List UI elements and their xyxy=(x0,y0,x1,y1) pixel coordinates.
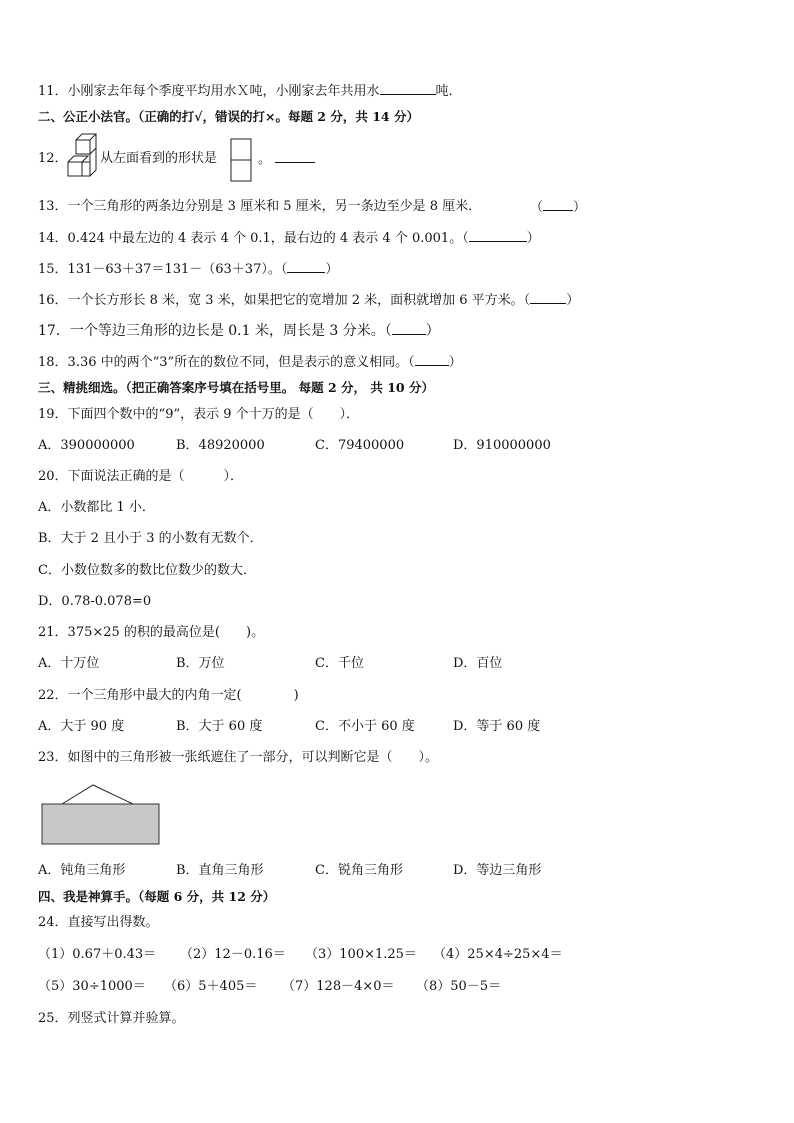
calc-item: （6）5＋405＝ xyxy=(164,979,258,994)
question-22: 22．一个三角形中最大的内角一定( ) xyxy=(38,688,299,703)
option-d[interactable]: D．百位 xyxy=(453,656,503,671)
paren-close: ） xyxy=(425,323,440,339)
answer-blank[interactable] xyxy=(415,353,449,366)
paren-close: ） xyxy=(448,355,462,370)
answer-blank[interactable] xyxy=(380,82,436,95)
question-11 xyxy=(38,82,462,101)
calc-item: （4）25×4÷25×4＝ xyxy=(433,947,563,962)
question-17 xyxy=(38,322,440,340)
question-12 xyxy=(38,150,68,168)
question-20: 20．下面说法正确的是（ ）． xyxy=(38,469,244,484)
option-c[interactable]: C．不小于 60 度 xyxy=(315,719,415,734)
calc-item: （5）30÷1000＝ xyxy=(38,979,146,994)
option-b[interactable]: B．大于 2 且小于 3 的小数有无数个． xyxy=(38,531,263,546)
question-21: 21．375×25 的积的最高位是( )。 xyxy=(38,625,265,640)
q11-text: 11．小刚家去年每个季度平均用水Ｘ吨，小刚家去年共用水 xyxy=(38,84,380,99)
answer-blank[interactable] xyxy=(392,322,426,335)
calc-item: （7）128－4×0＝ xyxy=(282,979,395,994)
calc-item: （8）50－5＝ xyxy=(416,979,502,994)
question-16 xyxy=(38,291,579,310)
question-15 xyxy=(38,260,338,279)
option-a[interactable]: A．十万位 xyxy=(38,656,100,671)
answer-blank[interactable] xyxy=(287,260,325,273)
stacked-cubes-figure xyxy=(66,132,100,184)
q14-text: 14．0.424 中最左边的 4 表示 4 个 0.1，最右边的 4 表示 4 个 0.001。（ xyxy=(38,231,469,246)
answer-blank[interactable] xyxy=(543,198,573,211)
section-4-title: 四、我是神算手。（每题 6 分，共 12 分） xyxy=(38,889,276,904)
question-23: 23．如图中的三角形被一张纸遮住了一部分，可以判断它是（ ）。 xyxy=(38,750,439,765)
q13-answer xyxy=(530,198,586,217)
q16-text: 16．一个长方形长 8 米，宽 3 米，如果把它的宽增加 2 米，面积就增加 6 平方米。（ xyxy=(38,293,531,308)
option-a[interactable]: A．小数都比 1 小． xyxy=(38,500,155,515)
option-c[interactable]: C．锐角三角形 xyxy=(315,863,403,878)
calc-item: （1）0.67＋0.43＝ xyxy=(38,947,157,962)
calc-item: （2）12－0.16＝ xyxy=(180,947,286,962)
answer-blank[interactable] xyxy=(469,229,527,242)
q12-text: 从左面看到的形状是 xyxy=(100,151,218,166)
option-a[interactable]: A．大于 90 度 xyxy=(38,719,125,734)
paren-open: （ xyxy=(530,200,544,215)
option-d[interactable]: D．0.78-0.078=0 xyxy=(38,594,152,609)
option-b[interactable]: B．大于 60 度 xyxy=(176,719,263,734)
question-25: 25．列竖式计算并验算。 xyxy=(38,1011,185,1026)
option-b[interactable]: B．万位 xyxy=(176,656,225,671)
paren-close: ） xyxy=(566,293,580,308)
question-24: 24．直接写出得数。 xyxy=(38,915,159,930)
question-14 xyxy=(38,229,540,248)
option-c[interactable]: C．小数位数多的数比位数少的数大． xyxy=(38,563,256,578)
paren-close: ） xyxy=(325,262,339,277)
left-view-shape xyxy=(230,138,254,184)
option-d[interactable]: D．等于 60 度 xyxy=(453,719,541,734)
q12-answer xyxy=(258,150,315,169)
option-a[interactable]: A．390000000 xyxy=(38,438,135,453)
question-13 xyxy=(38,198,481,216)
q12-body xyxy=(100,150,217,168)
option-a[interactable]: A．钝角三角形 xyxy=(38,863,126,878)
option-d[interactable]: D．910000000 xyxy=(453,438,551,453)
section-3-title: 三、精挑细选。（把正确答案序号填在括号里。 每题 2 分， 共 10 分） xyxy=(38,380,434,395)
q18-text: 18．3.36 中的两个“3”所在的数位不同，但是表示的意义相同。（ xyxy=(38,355,415,370)
paren-close: ） xyxy=(526,231,540,246)
answer-blank[interactable] xyxy=(275,150,315,163)
question-18 xyxy=(38,353,462,372)
q15-text: 15．131－63＋37＝131－（63＋37）。（ xyxy=(38,262,288,277)
section-2-title: 二、公正小法官。（正确的打√，错误的打×。每题 2 分，共 14 分） xyxy=(38,109,419,124)
question-19: 19．下面四个数中的“9”，表示 9 个十万的是（ ）． xyxy=(38,407,360,422)
covered-triangle-figure xyxy=(40,782,162,846)
option-b[interactable]: B．直角三角形 xyxy=(176,863,264,878)
q17-text: 17．一个等边三角形的边长是 0.1 米，周长是 3 分米。（ xyxy=(38,323,392,339)
q13-text: 13．一个三角形的两条边分别是 3 厘米和 5 厘米，另一条边至少是 8 厘米． xyxy=(38,199,482,214)
paren-close: ） xyxy=(573,200,587,215)
option-c[interactable]: C．79400000 xyxy=(315,438,405,453)
answer-blank[interactable] xyxy=(530,291,566,304)
option-d[interactable]: D．等边三角形 xyxy=(453,863,542,878)
q12-number: 12． xyxy=(38,151,68,166)
q12-suffix: 。 xyxy=(258,152,272,167)
q11-unit: 吨． xyxy=(435,84,462,99)
calc-item: （3）100×1.25＝ xyxy=(305,947,417,962)
option-b[interactable]: B．48920000 xyxy=(176,438,265,453)
option-c[interactable]: C．千位 xyxy=(315,656,364,671)
